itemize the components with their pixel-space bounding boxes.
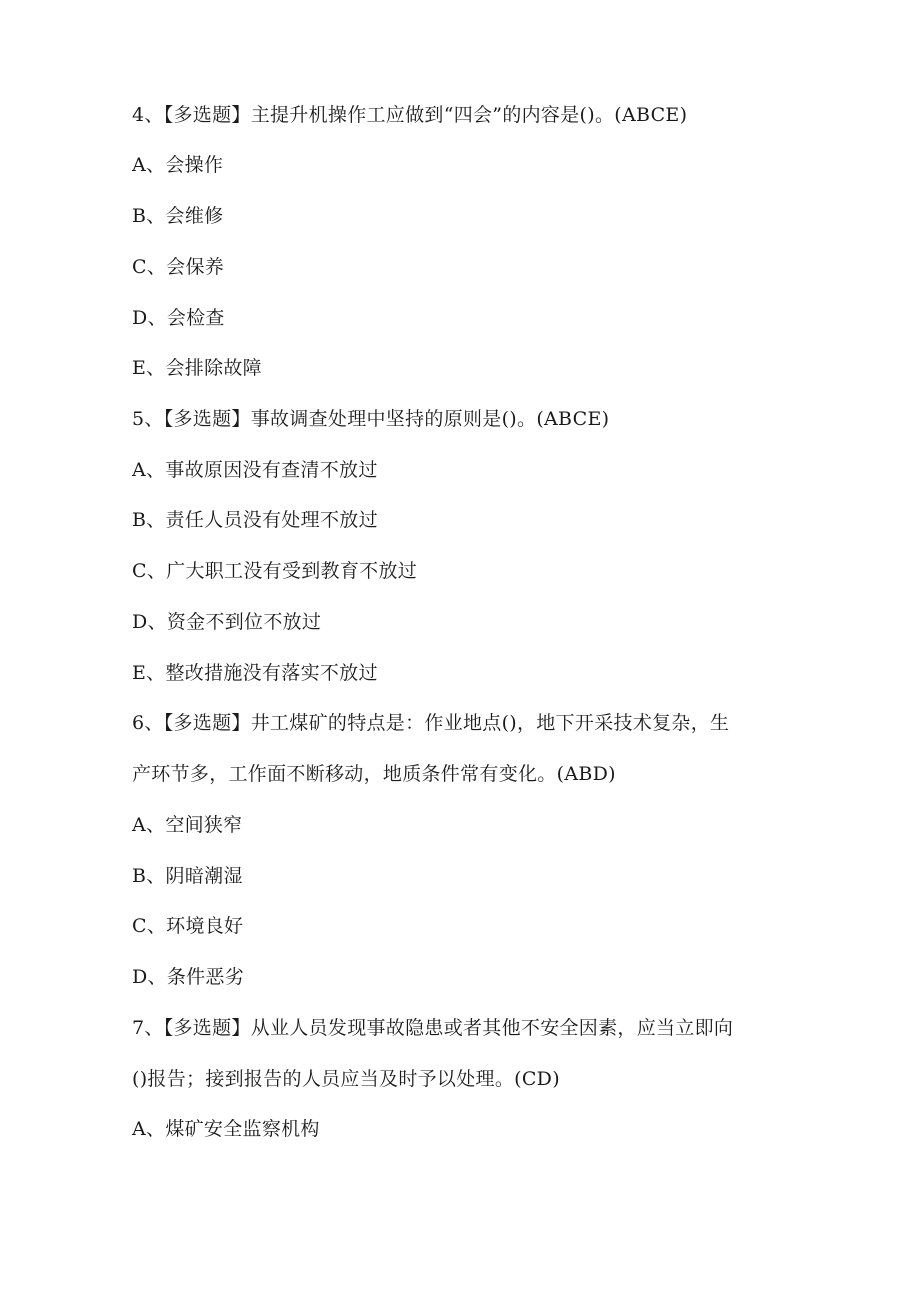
question-7-stem-line-2: ()报告；接到报告的人员应当及时予以处理。(CD) — [132, 1068, 560, 1090]
question-6-option-c: C、环境良好 — [132, 915, 244, 937]
question-4-option-a: A、会操作 — [132, 154, 224, 176]
question-6-option-d: D、条件恶劣 — [132, 966, 245, 988]
question-5-option-e: E、整改措施没有落实不放过 — [132, 662, 378, 684]
question-4-option-d: D、会检查 — [132, 307, 225, 329]
question-4-option-e: E、会排除故障 — [132, 357, 262, 379]
question-5-option-a: A、事故原因没有查清不放过 — [132, 459, 378, 481]
question-6-stem-line-1: 6、【多选题】井工煤矿的特点是：作业地点()，地下开采技术复杂，生 — [132, 712, 730, 734]
question-5-option-b: B、责任人员没有处理不放过 — [132, 509, 378, 531]
question-5-stem: 5、【多选题】事故调查处理中坚持的原则是()。(ABCE) — [132, 408, 610, 430]
question-4-option-b: B、会维修 — [132, 205, 224, 227]
question-6-option-b: B、阴暗潮湿 — [132, 865, 243, 887]
question-5-option-c: C、广大职工没有受到教育不放过 — [132, 560, 418, 582]
question-5-option-d: D、资金不到位不放过 — [132, 611, 322, 633]
question-4-option-c: C、会保养 — [132, 256, 225, 278]
question-4-stem: 4、【多选题】主提升机操作工应做到“四会”的内容是()。(ABCE) — [132, 104, 688, 126]
question-7-option-a: A、煤矿安全监察机构 — [132, 1118, 320, 1140]
question-6-stem-line-2: 产环节多，工作面不断移动，地质条件常有变化。(ABD) — [132, 763, 616, 785]
question-7-stem-line-1: 7、【多选题】从业人员发现事故隐患或者其他不安全因素，应当立即向 — [132, 1017, 734, 1039]
question-6-option-a: A、空间狭窄 — [132, 814, 243, 836]
